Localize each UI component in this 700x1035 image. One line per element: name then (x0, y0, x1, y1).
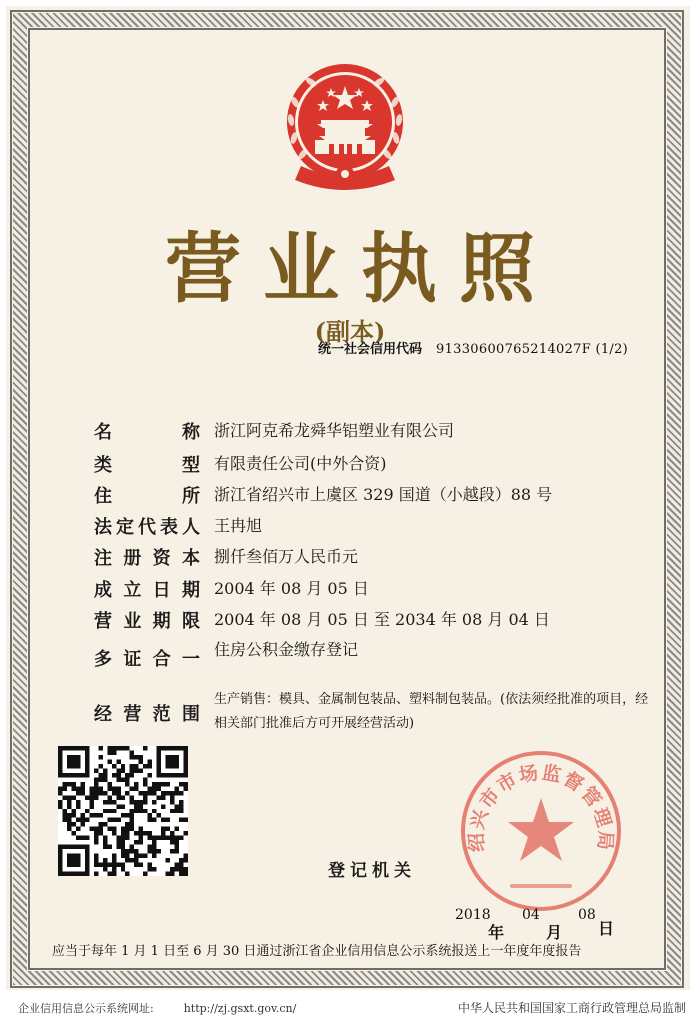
field-value: 2004 年 08 月 05 日 (214, 579, 369, 598)
field-row-legal-rep (94, 513, 263, 539)
field-value: 浙江阿克希龙舜华铝塑业有限公司 (214, 421, 455, 440)
field-value: 有限责任公司(中外合资) (214, 454, 387, 473)
registration-authority-label: 登记机关 (328, 861, 416, 881)
field-label: 营业期限 (94, 611, 200, 632)
license-subtitle: (副本) (314, 317, 386, 346)
qr-code (58, 746, 188, 876)
footer-supervisor: 中华人民共和国国家工商行政管理总局监制 (457, 1001, 686, 1015)
field-row-address (94, 482, 553, 508)
footer-site-label: 企业信用信息公示系统网址: (18, 1002, 154, 1015)
field-label: 成立日期 (94, 580, 200, 601)
seal-text: 绍兴市市场监督管理局 (465, 761, 617, 853)
field-label: 名称 (94, 422, 200, 443)
month-char: 月 (546, 923, 563, 942)
field-label: 经营范围 (94, 704, 200, 725)
business-scope-text: 生产销售：模具、金属制包装品、塑料制包装品。(依法须经批准的项目，经相关部门批准后方可开展经营活动) (214, 692, 649, 731)
year-char: 年 (488, 923, 505, 942)
footer-left (18, 1000, 296, 1016)
field-value: 浙江省绍兴市上虞区 329 国道（小越段）88 号 (214, 485, 553, 504)
field-row-term (94, 607, 550, 633)
national-emblem-icon (281, 62, 409, 197)
footer-url-link[interactable]: http://zj.gsxt.gov.cn/ (183, 1002, 297, 1015)
field-value: 王冉旭 (214, 516, 263, 535)
annual-report-notice: 应当于每年 1 月 1 日至 6 月 30 日通过浙江省企业信用信息公示系统报送上一年度年度报告 (52, 944, 582, 959)
field-label: 住所 (94, 486, 200, 507)
field-row-capital (94, 544, 359, 570)
official-seal (458, 748, 624, 914)
issue-year: 2018 (455, 907, 491, 923)
issue-month: 04 (522, 907, 540, 923)
field-label: 法定代表人 (94, 517, 200, 538)
field-row-name (94, 418, 455, 444)
credit-code-value: 91330600765214027F (1/2) (436, 342, 629, 357)
field-row-multi-cert (94, 640, 359, 671)
field-value: 住房公积金缴存登记 (214, 640, 359, 659)
field-label: 多证合一 (94, 649, 200, 670)
credit-code-label: 统一社会信用代码 (318, 342, 423, 357)
field-row-established (94, 576, 369, 602)
field-value: 2004 年 08 月 05 日 至 2034 年 08 月 04 日 (214, 610, 550, 629)
field-row-scope (94, 700, 200, 726)
issue-day: 08 (578, 907, 596, 923)
field-label: 类型 (94, 455, 200, 476)
license-title: 营业执照 (165, 224, 557, 313)
field-value: 捌仟叁佰万人民币元 (214, 547, 359, 566)
day-char: 日 (598, 919, 615, 938)
field-label: 注册资本 (94, 548, 200, 569)
field-row-type (94, 451, 387, 477)
credit-code-line (318, 338, 628, 357)
